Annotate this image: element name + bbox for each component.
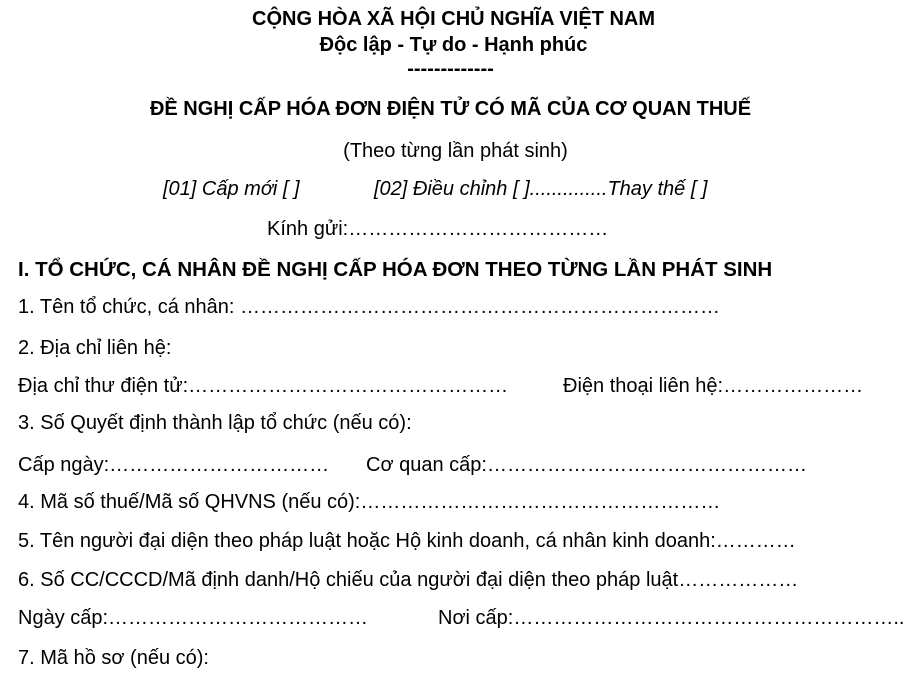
field-tax-code: 4. Mã số thuế/Mã số QHVNS (nếu có):……………………………………………… xyxy=(18,491,721,513)
field-id-issue-date: Ngày cấp:………………………………… xyxy=(18,607,369,629)
field-issue-date: Cấp ngày:…………………………… xyxy=(18,454,330,476)
form-subtitle: (Theo từng lần phát sinh) xyxy=(343,140,568,162)
field-id-number: 6. Số CC/CCCD/Mã định danh/Hộ chiếu của người đại diện theo pháp luật……………… xyxy=(18,569,799,591)
option-adjust-replace: [02] Điều chỉnh [ ]..............Thay thế [ ] xyxy=(374,178,708,200)
field-issuing-authority: Cơ quan cấp:………………………………………… xyxy=(366,454,807,476)
field-contact-address: 2. Địa chỉ liên hệ: xyxy=(18,337,172,359)
motto: Độc lập - Tự do - Hạnh phúc xyxy=(319,34,588,56)
header-divider: ------------- xyxy=(407,58,494,80)
field-legal-representative: 5. Tên người đại diện theo pháp luật hoặc Hộ kinh doanh, cá nhân kinh doanh:………… xyxy=(18,530,796,552)
field-phone: Điện thoại liên hệ:………………… xyxy=(563,375,864,397)
form-title: ĐỀ NGHỊ CẤP HÓA ĐƠN ĐIỆN TỬ CÓ MÃ CỦA CƠ QUAN THUẾ xyxy=(149,98,752,120)
option-new: [01] Cấp mới [ ] xyxy=(163,178,300,200)
recipient-line: Kính gửi:………………………………… xyxy=(267,218,609,240)
field-file-code: 7. Mã hồ sơ (nếu có): xyxy=(18,647,209,669)
field-org-name: 1. Tên tổ chức, cá nhân: ……………………………………………………………… xyxy=(18,296,721,318)
field-establishment-decision: 3. Số Quyết định thành lập tổ chức (nếu có): xyxy=(18,412,412,434)
country-title: CỘNG HÒA XÃ HỘI CHỦ NGHĨA VIỆT NAM xyxy=(252,8,655,30)
field-email: Địa chỉ thư điện tử:………………………………………… xyxy=(18,375,509,397)
field-id-issue-place: Nơi cấp:………………………………………………….. xyxy=(438,607,905,629)
section-heading: I. TỔ CHỨC, CÁ NHÂN ĐỀ NGHỊ CẤP HÓA ĐƠN THEO TỪNG LẦN PHÁT SINH xyxy=(18,258,773,281)
